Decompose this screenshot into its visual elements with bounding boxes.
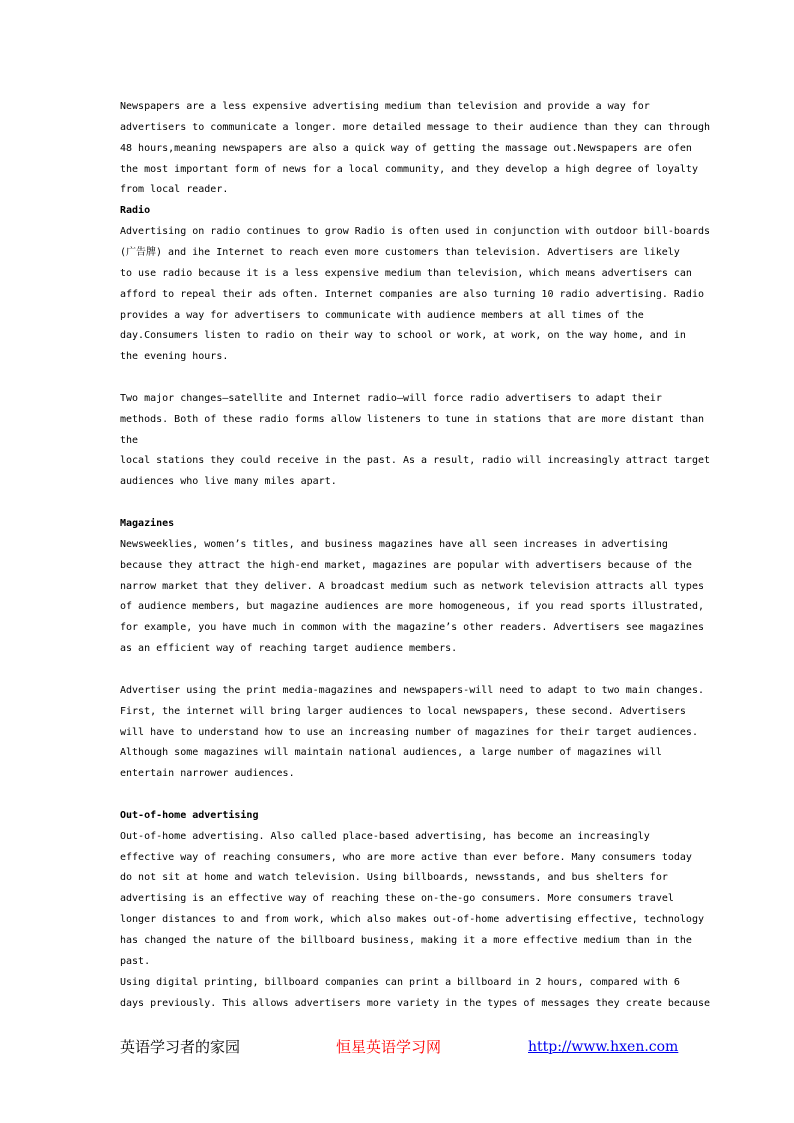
- text-line: 48 hours,meaning newspapers are also a quick way of getting the massage out.Newspapers are ofen: [120, 142, 692, 154]
- section-heading: Out-of-home advertising: [120, 809, 259, 821]
- text-line: has changed the nature of the billboard business, making it a more effective medium than in the: [120, 935, 692, 946]
- text-line: to use radio because it is a less expensive medium than television, which means advertisers can: [120, 267, 692, 279]
- text-line: provides a way for advertisers to communicate with audience members at all times of the: [120, 309, 644, 321]
- text-line: narrow market that they deliver. A broadcast medium such as network television attracts all types: [120, 580, 704, 592]
- text-line: Two major changes—satellite and Internet radio—will force radio advertisers to adapt their: [120, 392, 662, 404]
- text-line: Although some magazines will maintain national audiences, a large number of magazines will: [120, 747, 662, 759]
- text-line: longer distances to and from work, which also makes out-of-home advertising effective, technology: [120, 914, 704, 926]
- text-line: entertain narrower audiences.: [120, 768, 295, 780]
- text-line: the evening hours.: [120, 351, 229, 363]
- text-line: of audience members, but magazine audiences are more homogeneous, if you read sports illustrated,: [120, 601, 704, 613]
- text-line: day.Consumers listen to radio on their way to school or work, at work, on the way home, and in: [120, 330, 686, 342]
- section-heading: Radio: [120, 205, 151, 217]
- text-line: Advertising on radio continues to grow Radio is often used in conjunction with outdoor bill-boards: [120, 226, 711, 238]
- text-line: (广告牌) and ihe Internet to reach even more customers than television. Advertisers are likely: [120, 246, 680, 258]
- text-line: Newsweeklies, women’s titles, and business magazines have all seen increases in advertising: [120, 538, 668, 550]
- text-line: days previously. This allows advertisers more variety in the types of messages they create because: [120, 997, 711, 1009]
- text-line: the: [120, 434, 139, 446]
- text-line: do not sit at home and watch television. Using billboards, newsstands, and bus shelters for: [120, 872, 668, 884]
- text-line: Using digital printing, billboard companies can print a billboard in 2 hours, compared with 6: [120, 976, 680, 988]
- text-line: local stations they could receive in the past. As a result, radio will increasingly attract target: [120, 455, 711, 467]
- footer-site-slogan: 英语学习者的家园: [120, 1038, 241, 1056]
- text-line: the most important form of news for a local community, and they develop a high degree of loyalty: [120, 163, 698, 175]
- section-heading: Magazines: [120, 518, 175, 529]
- text-line: afford to repeal their ads often. Internet companies are also turning 10 radio advertising. Radio: [120, 288, 704, 300]
- text-line: as an efficient way of reaching target audience members.: [120, 643, 458, 655]
- text-line: audiences who live many miles apart.: [120, 476, 337, 488]
- footer-site-link[interactable]: http://www.hxen.com: [528, 1039, 679, 1055]
- text-line: methods. Both of these radio forms allow listeners to tune in stations that are more distant than: [120, 413, 704, 425]
- text-line: past.: [120, 955, 151, 967]
- text-line: effective way of reaching consumers, who are more active than ever before. Many consumers today: [120, 851, 692, 863]
- text-line: advertising is an effective way of reaching these on-the-go consumers. More consumers travel: [120, 893, 674, 905]
- text-line: Advertiser using the print media-magazines and newspapers-will need to adapt to two main changes.: [120, 684, 704, 696]
- text-line: for example, you have much in common with the magazine’s other readers. Advertisers see magazines: [120, 622, 704, 634]
- text-line: advertisers to communicate a longer. more detailed message to their audience than they can through: [120, 121, 711, 133]
- text-line: First, the internet will bring larger audiences to local newspapers, these second. Advertisers: [120, 705, 686, 717]
- text-line: Out-of-home advertising. Also called place-based advertising, has become an increasingly: [120, 830, 650, 842]
- text-line: will have to understand how to use an increasing number of magazines for their target audiences.: [120, 726, 698, 738]
- footer-site-name: 恒星英语学习网: [336, 1038, 442, 1056]
- text-line: from local reader.: [120, 184, 229, 196]
- text-line: Newspapers are a less expensive advertising medium than television and provide a way for: [120, 101, 650, 112]
- text-line: because they attract the high-end market, magazines are popular with advertisers because of the: [120, 559, 692, 571]
